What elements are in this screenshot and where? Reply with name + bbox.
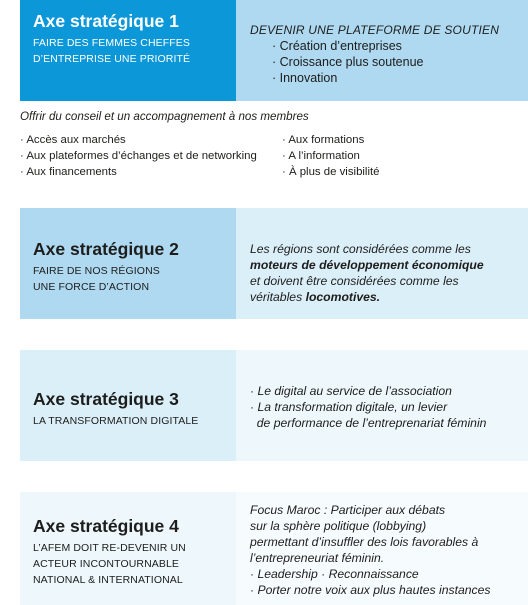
axe-2-text-plain: véritables [250, 290, 303, 304]
axe-4-list [250, 502, 518, 598]
list-item: · Porter notre voix aux plus hautes instances [250, 583, 491, 597]
list-item: · A l’information [282, 150, 360, 162]
axe-2-subtitle [33, 263, 224, 295]
axe-1-header [20, 0, 236, 101]
axe-2-subtitle-line: UNE FORCE D’ACTION [33, 281, 150, 293]
axe-1-heading: DEVENIR UNE PLATEFORME DE SOUTIEN [250, 23, 500, 37]
axe-2-title: Axe stratégique 2 [33, 239, 179, 259]
axe-3-subtitle: LA TRANSFORMATION DIGITALE [33, 415, 199, 427]
list-item: · Aux formations [282, 134, 365, 146]
axe-2-band [20, 208, 528, 319]
axe-2-header [20, 208, 236, 319]
axe-2-text-line [250, 289, 518, 305]
offer-list-left [20, 132, 282, 180]
axe-1-content [236, 0, 528, 101]
axe-1-subtitle-line: FAIRE DES FEMMES CHEFFES [33, 37, 191, 49]
list-item: sur la sphère politique (lobbying) [250, 519, 427, 533]
offer-section [20, 110, 520, 180]
list-item: · Croissance plus soutenue [272, 55, 424, 69]
axe-1-band [20, 0, 528, 101]
axe-4-content [236, 492, 528, 605]
list-item: · Innovation [272, 71, 338, 85]
axe-3-content [236, 350, 528, 461]
axe-3-title: Axe stratégique 3 [33, 389, 179, 409]
list-item: · Création d’entreprises [272, 39, 402, 53]
list-item: · Accès aux marchés [20, 134, 126, 146]
axe-3-header [20, 350, 236, 461]
offer-lead: Offrir du conseil et un accompagnement à nos membres [20, 110, 309, 123]
list-item: l’entrepreneuriat féminin. [250, 551, 385, 565]
list-item: permettant d’insuffler des lois favorables à [250, 535, 479, 549]
list-item: de performance de l’entreprenariat féminin [250, 416, 487, 430]
list-item: · Le digital au service de l’association [250, 384, 452, 398]
axe-2-text-bold: moteurs de développement économique [250, 258, 484, 272]
axe-4-title: Axe stratégique 4 [33, 516, 179, 536]
axe-4-subtitle-line: NATIONAL & INTERNATIONAL [33, 574, 183, 586]
axe-4-header [20, 492, 236, 605]
list-item: · Aux plateformes d’échanges et de networking [20, 150, 257, 162]
list-item: · À plus de visibilité [282, 166, 380, 178]
axe-2-text-line: Les régions sont considérées comme les [250, 242, 471, 256]
axe-4-band [20, 492, 528, 605]
axe-4-subtitle [33, 540, 224, 588]
axe-2-text-bold: locomotives. [305, 290, 381, 304]
offer-list-right [282, 132, 380, 180]
list-item: Focus Maroc : Participer aux débats [250, 503, 446, 517]
axe-3-list [250, 383, 518, 431]
axe-1-subtitle [33, 35, 224, 67]
axe-1-list [250, 38, 518, 86]
axe-2-subtitle-line: FAIRE DE NOS RÉGIONS [33, 265, 160, 277]
list-item: · Leadership · Reconnaissance [250, 567, 419, 581]
axe-1-title: Axe stratégique 1 [33, 11, 179, 31]
axe-3-band [20, 350, 528, 461]
list-item: · Aux financements [20, 166, 117, 178]
axe-4-subtitle-line: L’AFEM DOIT RE-DEVENIR UN [33, 542, 186, 554]
axe-2-content [236, 208, 528, 319]
axe-4-subtitle-line: ACTEUR INCONTOURNABLE [33, 558, 180, 570]
axe-2-text-line: et doivent être considérées comme les [250, 274, 459, 288]
axe-1-subtitle-line: D’ENTREPRISE UNE PRIORITÉ [33, 53, 191, 65]
list-item: · La transformation digitale, un levier [250, 400, 448, 414]
offer-columns [20, 132, 520, 180]
